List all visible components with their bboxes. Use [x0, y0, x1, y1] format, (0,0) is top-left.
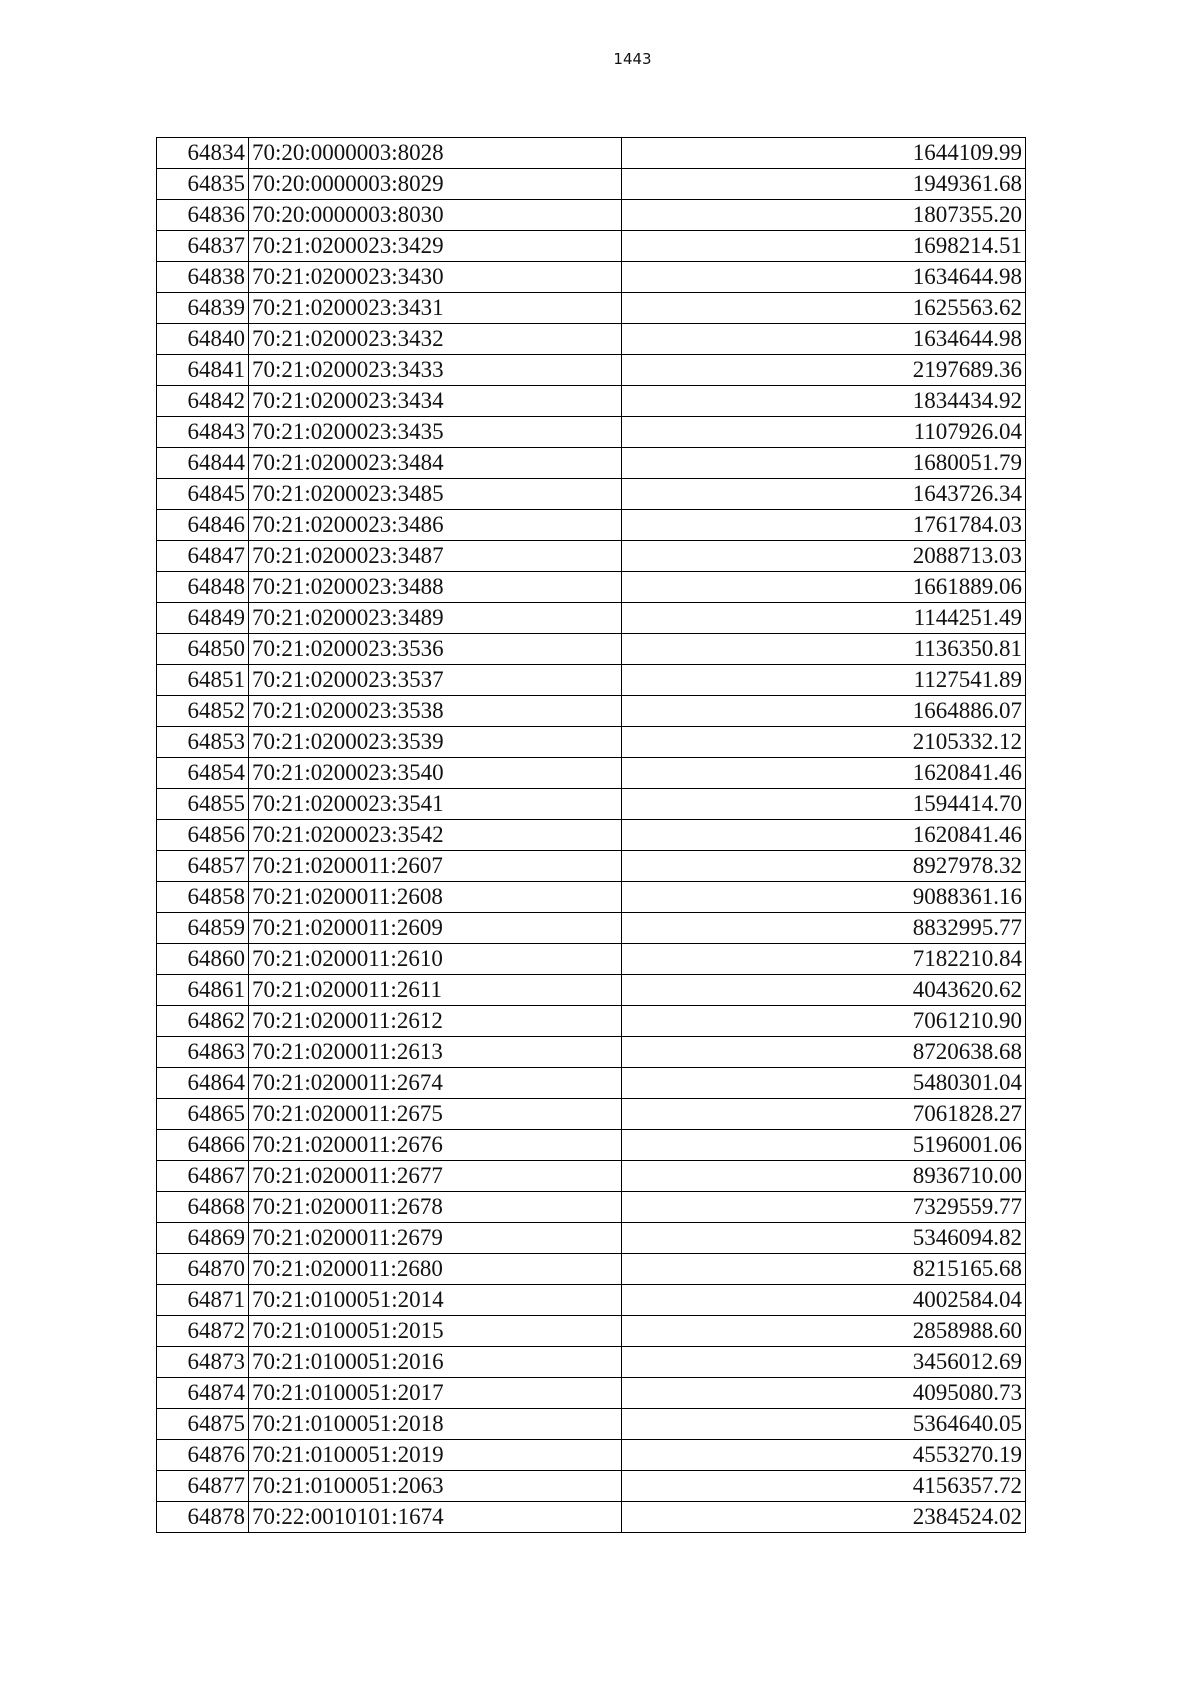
row-number-cell: 64866 — [157, 1130, 249, 1161]
row-number-cell: 64876 — [157, 1440, 249, 1471]
cadastral-number-cell: 70:21:0200011:2676 — [249, 1130, 622, 1161]
row-number-cell: 64875 — [157, 1409, 249, 1440]
row-number-cell: 64877 — [157, 1471, 249, 1502]
table-row — [157, 665, 1026, 696]
row-number-cell: 64850 — [157, 634, 249, 665]
row-number-cell: 64840 — [157, 324, 249, 355]
cadastral-number-cell: 70:21:0200011:2609 — [249, 913, 622, 944]
cadastral-value-cell: 8832995.77 — [622, 913, 1026, 944]
table-row — [157, 1254, 1026, 1285]
cadastral-number-cell: 70:21:0200023:3538 — [249, 696, 622, 727]
table-row — [157, 1099, 1026, 1130]
cadastral-value-cell: 9088361.16 — [622, 882, 1026, 913]
cadastral-number-cell: 70:21:0100051:2017 — [249, 1378, 622, 1409]
cadastral-value-cell: 4095080.73 — [622, 1378, 1026, 1409]
cadastral-number-cell: 70:21:0100051:2016 — [249, 1347, 622, 1378]
table-row — [157, 169, 1026, 200]
table-row — [157, 231, 1026, 262]
table-row — [157, 1316, 1026, 1347]
cadastral-number-cell: 70:21:0200023:3489 — [249, 603, 622, 634]
cadastral-value-cell: 1594414.70 — [622, 789, 1026, 820]
table-row — [157, 1068, 1026, 1099]
table-row — [157, 758, 1026, 789]
cadastral-value-cell: 1664886.07 — [622, 696, 1026, 727]
row-number-cell: 64845 — [157, 479, 249, 510]
row-number-cell: 64838 — [157, 262, 249, 293]
cadastral-value-cell: 8927978.32 — [622, 851, 1026, 882]
cadastral-value-cell: 7182210.84 — [622, 944, 1026, 975]
cadastral-value-cell: 1620841.46 — [622, 820, 1026, 851]
row-number-cell: 64859 — [157, 913, 249, 944]
row-number-cell: 64843 — [157, 417, 249, 448]
row-number-cell: 64867 — [157, 1161, 249, 1192]
table-row — [157, 448, 1026, 479]
table-row — [157, 634, 1026, 665]
row-number-cell: 64868 — [157, 1192, 249, 1223]
row-number-cell: 64851 — [157, 665, 249, 696]
cadastral-number-cell: 70:21:0200023:3431 — [249, 293, 622, 324]
cadastral-number-cell: 70:21:0200023:3487 — [249, 541, 622, 572]
table-row — [157, 262, 1026, 293]
cadastral-value-cell: 7329559.77 — [622, 1192, 1026, 1223]
cadastral-number-cell: 70:21:0200011:2612 — [249, 1006, 622, 1037]
row-number-cell: 64870 — [157, 1254, 249, 1285]
table-row — [157, 541, 1026, 572]
cadastral-number-cell: 70:21:0200011:2610 — [249, 944, 622, 975]
table-row — [157, 727, 1026, 758]
cadastral-value-cell: 1834434.92 — [622, 386, 1026, 417]
cadastral-value-cell: 1144251.49 — [622, 603, 1026, 634]
table-row — [157, 1223, 1026, 1254]
cadastral-number-cell: 70:21:0200023:3429 — [249, 231, 622, 262]
cadastral-value-cell: 5196001.06 — [622, 1130, 1026, 1161]
table-row — [157, 1130, 1026, 1161]
cadastral-value-cell: 1643726.34 — [622, 479, 1026, 510]
row-number-cell: 64846 — [157, 510, 249, 541]
cadastral-number-cell: 70:21:0200023:3542 — [249, 820, 622, 851]
cadastral-number-cell: 70:21:0200023:3539 — [249, 727, 622, 758]
cadastral-value-cell: 2197689.36 — [622, 355, 1026, 386]
table-row — [157, 138, 1026, 169]
cadastral-number-cell: 70:21:0200023:3540 — [249, 758, 622, 789]
cadastral-number-cell: 70:21:0100051:2019 — [249, 1440, 622, 1471]
cadastral-value-cell: 1698214.51 — [622, 231, 1026, 262]
table-row — [157, 386, 1026, 417]
table-row — [157, 851, 1026, 882]
row-number-cell: 64834 — [157, 138, 249, 169]
table-row — [157, 1502, 1026, 1533]
table-row — [157, 1378, 1026, 1409]
table-row — [157, 789, 1026, 820]
row-number-cell: 64874 — [157, 1378, 249, 1409]
cadastral-number-cell: 70:21:0200011:2678 — [249, 1192, 622, 1223]
row-number-cell: 64837 — [157, 231, 249, 262]
cadastral-number-cell: 70:21:0200023:3537 — [249, 665, 622, 696]
row-number-cell: 64860 — [157, 944, 249, 975]
table-row — [157, 603, 1026, 634]
cadastral-number-cell: 70:21:0200011:2675 — [249, 1099, 622, 1130]
cadastral-value-cell: 1107926.04 — [622, 417, 1026, 448]
cadastral-number-cell: 70:20:0000003:8029 — [249, 169, 622, 200]
cadastral-value-cell: 7061210.90 — [622, 1006, 1026, 1037]
cadastral-value-cell: 8215165.68 — [622, 1254, 1026, 1285]
cadastral-value-cell: 4156357.72 — [622, 1471, 1026, 1502]
cadastral-number-cell: 70:21:0200023:3432 — [249, 324, 622, 355]
cadastral-number-cell: 70:21:0100051:2018 — [249, 1409, 622, 1440]
cadastral-value-cell: 1634644.98 — [622, 324, 1026, 355]
table-row — [157, 1192, 1026, 1223]
cadastral-value-cell: 2384524.02 — [622, 1502, 1026, 1533]
cadastral-value-cell: 7061828.27 — [622, 1099, 1026, 1130]
row-number-cell: 64847 — [157, 541, 249, 572]
cadastral-value-cell: 8936710.00 — [622, 1161, 1026, 1192]
cadastral-number-cell: 70:20:0000003:8030 — [249, 200, 622, 231]
row-number-cell: 64857 — [157, 851, 249, 882]
row-number-cell: 64865 — [157, 1099, 249, 1130]
cadastral-value-table — [156, 137, 1026, 1533]
cadastral-value-cell: 5364640.05 — [622, 1409, 1026, 1440]
cadastral-value-cell: 2088713.03 — [622, 541, 1026, 572]
row-number-cell: 64873 — [157, 1347, 249, 1378]
cadastral-number-cell: 70:20:0000003:8028 — [249, 138, 622, 169]
cadastral-number-cell: 70:21:0200023:3536 — [249, 634, 622, 665]
cadastral-number-cell: 70:21:0200023:3433 — [249, 355, 622, 386]
cadastral-number-cell: 70:21:0200011:2677 — [249, 1161, 622, 1192]
cadastral-number-cell: 70:21:0200011:2674 — [249, 1068, 622, 1099]
table-row — [157, 355, 1026, 386]
row-number-cell: 64871 — [157, 1285, 249, 1316]
row-number-cell: 64869 — [157, 1223, 249, 1254]
row-number-cell: 64854 — [157, 758, 249, 789]
row-number-cell: 64862 — [157, 1006, 249, 1037]
table-body — [157, 138, 1026, 1533]
cadastral-value-cell: 2105332.12 — [622, 727, 1026, 758]
table-row — [157, 1347, 1026, 1378]
cadastral-value-cell: 1761784.03 — [622, 510, 1026, 541]
cadastral-value-cell: 1634644.98 — [622, 262, 1026, 293]
row-number-cell: 64856 — [157, 820, 249, 851]
cadastral-number-cell: 70:21:0200011:2607 — [249, 851, 622, 882]
cadastral-value-cell: 1949361.68 — [622, 169, 1026, 200]
cadastral-number-cell: 70:21:0200023:3485 — [249, 479, 622, 510]
table-row — [157, 913, 1026, 944]
cadastral-value-cell: 4553270.19 — [622, 1440, 1026, 1471]
cadastral-value-cell: 5346094.82 — [622, 1223, 1026, 1254]
row-number-cell: 64858 — [157, 882, 249, 913]
cadastral-value-cell: 4043620.62 — [622, 975, 1026, 1006]
cadastral-value-cell: 1680051.79 — [622, 448, 1026, 479]
cadastral-value-cell: 2858988.60 — [622, 1316, 1026, 1347]
row-number-cell: 64842 — [157, 386, 249, 417]
table-row — [157, 1006, 1026, 1037]
table-row — [157, 572, 1026, 603]
cadastral-number-cell: 70:21:0100051:2063 — [249, 1471, 622, 1502]
cadastral-number-cell: 70:21:0200023:3488 — [249, 572, 622, 603]
row-number-cell: 64853 — [157, 727, 249, 758]
row-number-cell: 64864 — [157, 1068, 249, 1099]
page-number: 1443 — [613, 50, 652, 68]
cadastral-number-cell: 70:21:0200023:3541 — [249, 789, 622, 820]
cadastral-value-cell: 1127541.89 — [622, 665, 1026, 696]
cadastral-number-cell: 70:21:0200011:2680 — [249, 1254, 622, 1285]
table-row — [157, 1440, 1026, 1471]
row-number-cell: 64835 — [157, 169, 249, 200]
cadastral-value-cell: 1136350.81 — [622, 634, 1026, 665]
row-number-cell: 64863 — [157, 1037, 249, 1068]
table-row — [157, 1471, 1026, 1502]
table-row — [157, 417, 1026, 448]
cadastral-number-cell: 70:21:0200023:3430 — [249, 262, 622, 293]
cadastral-value-cell: 3456012.69 — [622, 1347, 1026, 1378]
cadastral-number-cell: 70:21:0200011:2611 — [249, 975, 622, 1006]
table-row — [157, 1409, 1026, 1440]
row-number-cell: 64836 — [157, 200, 249, 231]
row-number-cell: 64844 — [157, 448, 249, 479]
cadastral-number-cell: 70:22:0010101:1674 — [249, 1502, 622, 1533]
table-row — [157, 1161, 1026, 1192]
cadastral-number-cell: 70:21:0200011:2613 — [249, 1037, 622, 1068]
row-number-cell: 64861 — [157, 975, 249, 1006]
table-row — [157, 324, 1026, 355]
table-row — [157, 975, 1026, 1006]
table-row — [157, 1285, 1026, 1316]
row-number-cell: 64849 — [157, 603, 249, 634]
row-number-cell: 64839 — [157, 293, 249, 324]
cadastral-number-cell: 70:21:0100051:2015 — [249, 1316, 622, 1347]
cadastral-number-cell: 70:21:0200023:3435 — [249, 417, 622, 448]
cadastral-value-cell: 1661889.06 — [622, 572, 1026, 603]
table-row — [157, 479, 1026, 510]
row-number-cell: 64841 — [157, 355, 249, 386]
cadastral-number-cell: 70:21:0200023:3434 — [249, 386, 622, 417]
row-number-cell: 64852 — [157, 696, 249, 727]
cadastral-value-cell: 8720638.68 — [622, 1037, 1026, 1068]
table-row — [157, 944, 1026, 975]
cadastral-number-cell: 70:21:0200011:2608 — [249, 882, 622, 913]
cadastral-value-cell: 1807355.20 — [622, 200, 1026, 231]
table-row — [157, 1037, 1026, 1068]
table-row — [157, 882, 1026, 913]
row-number-cell: 64855 — [157, 789, 249, 820]
cadastral-value-cell: 1620841.46 — [622, 758, 1026, 789]
table-row — [157, 820, 1026, 851]
cadastral-number-cell: 70:21:0200011:2679 — [249, 1223, 622, 1254]
row-number-cell: 64872 — [157, 1316, 249, 1347]
cadastral-value-cell: 5480301.04 — [622, 1068, 1026, 1099]
table-row — [157, 200, 1026, 231]
table-row — [157, 696, 1026, 727]
cadastral-number-cell: 70:21:0100051:2014 — [249, 1285, 622, 1316]
row-number-cell: 64848 — [157, 572, 249, 603]
cadastral-value-cell: 1625563.62 — [622, 293, 1026, 324]
cadastral-number-cell: 70:21:0200023:3484 — [249, 448, 622, 479]
cadastral-value-cell: 4002584.04 — [622, 1285, 1026, 1316]
table-row — [157, 510, 1026, 541]
row-number-cell: 64878 — [157, 1502, 249, 1533]
table-row — [157, 293, 1026, 324]
cadastral-value-cell: 1644109.99 — [622, 138, 1026, 169]
cadastral-number-cell: 70:21:0200023:3486 — [249, 510, 622, 541]
